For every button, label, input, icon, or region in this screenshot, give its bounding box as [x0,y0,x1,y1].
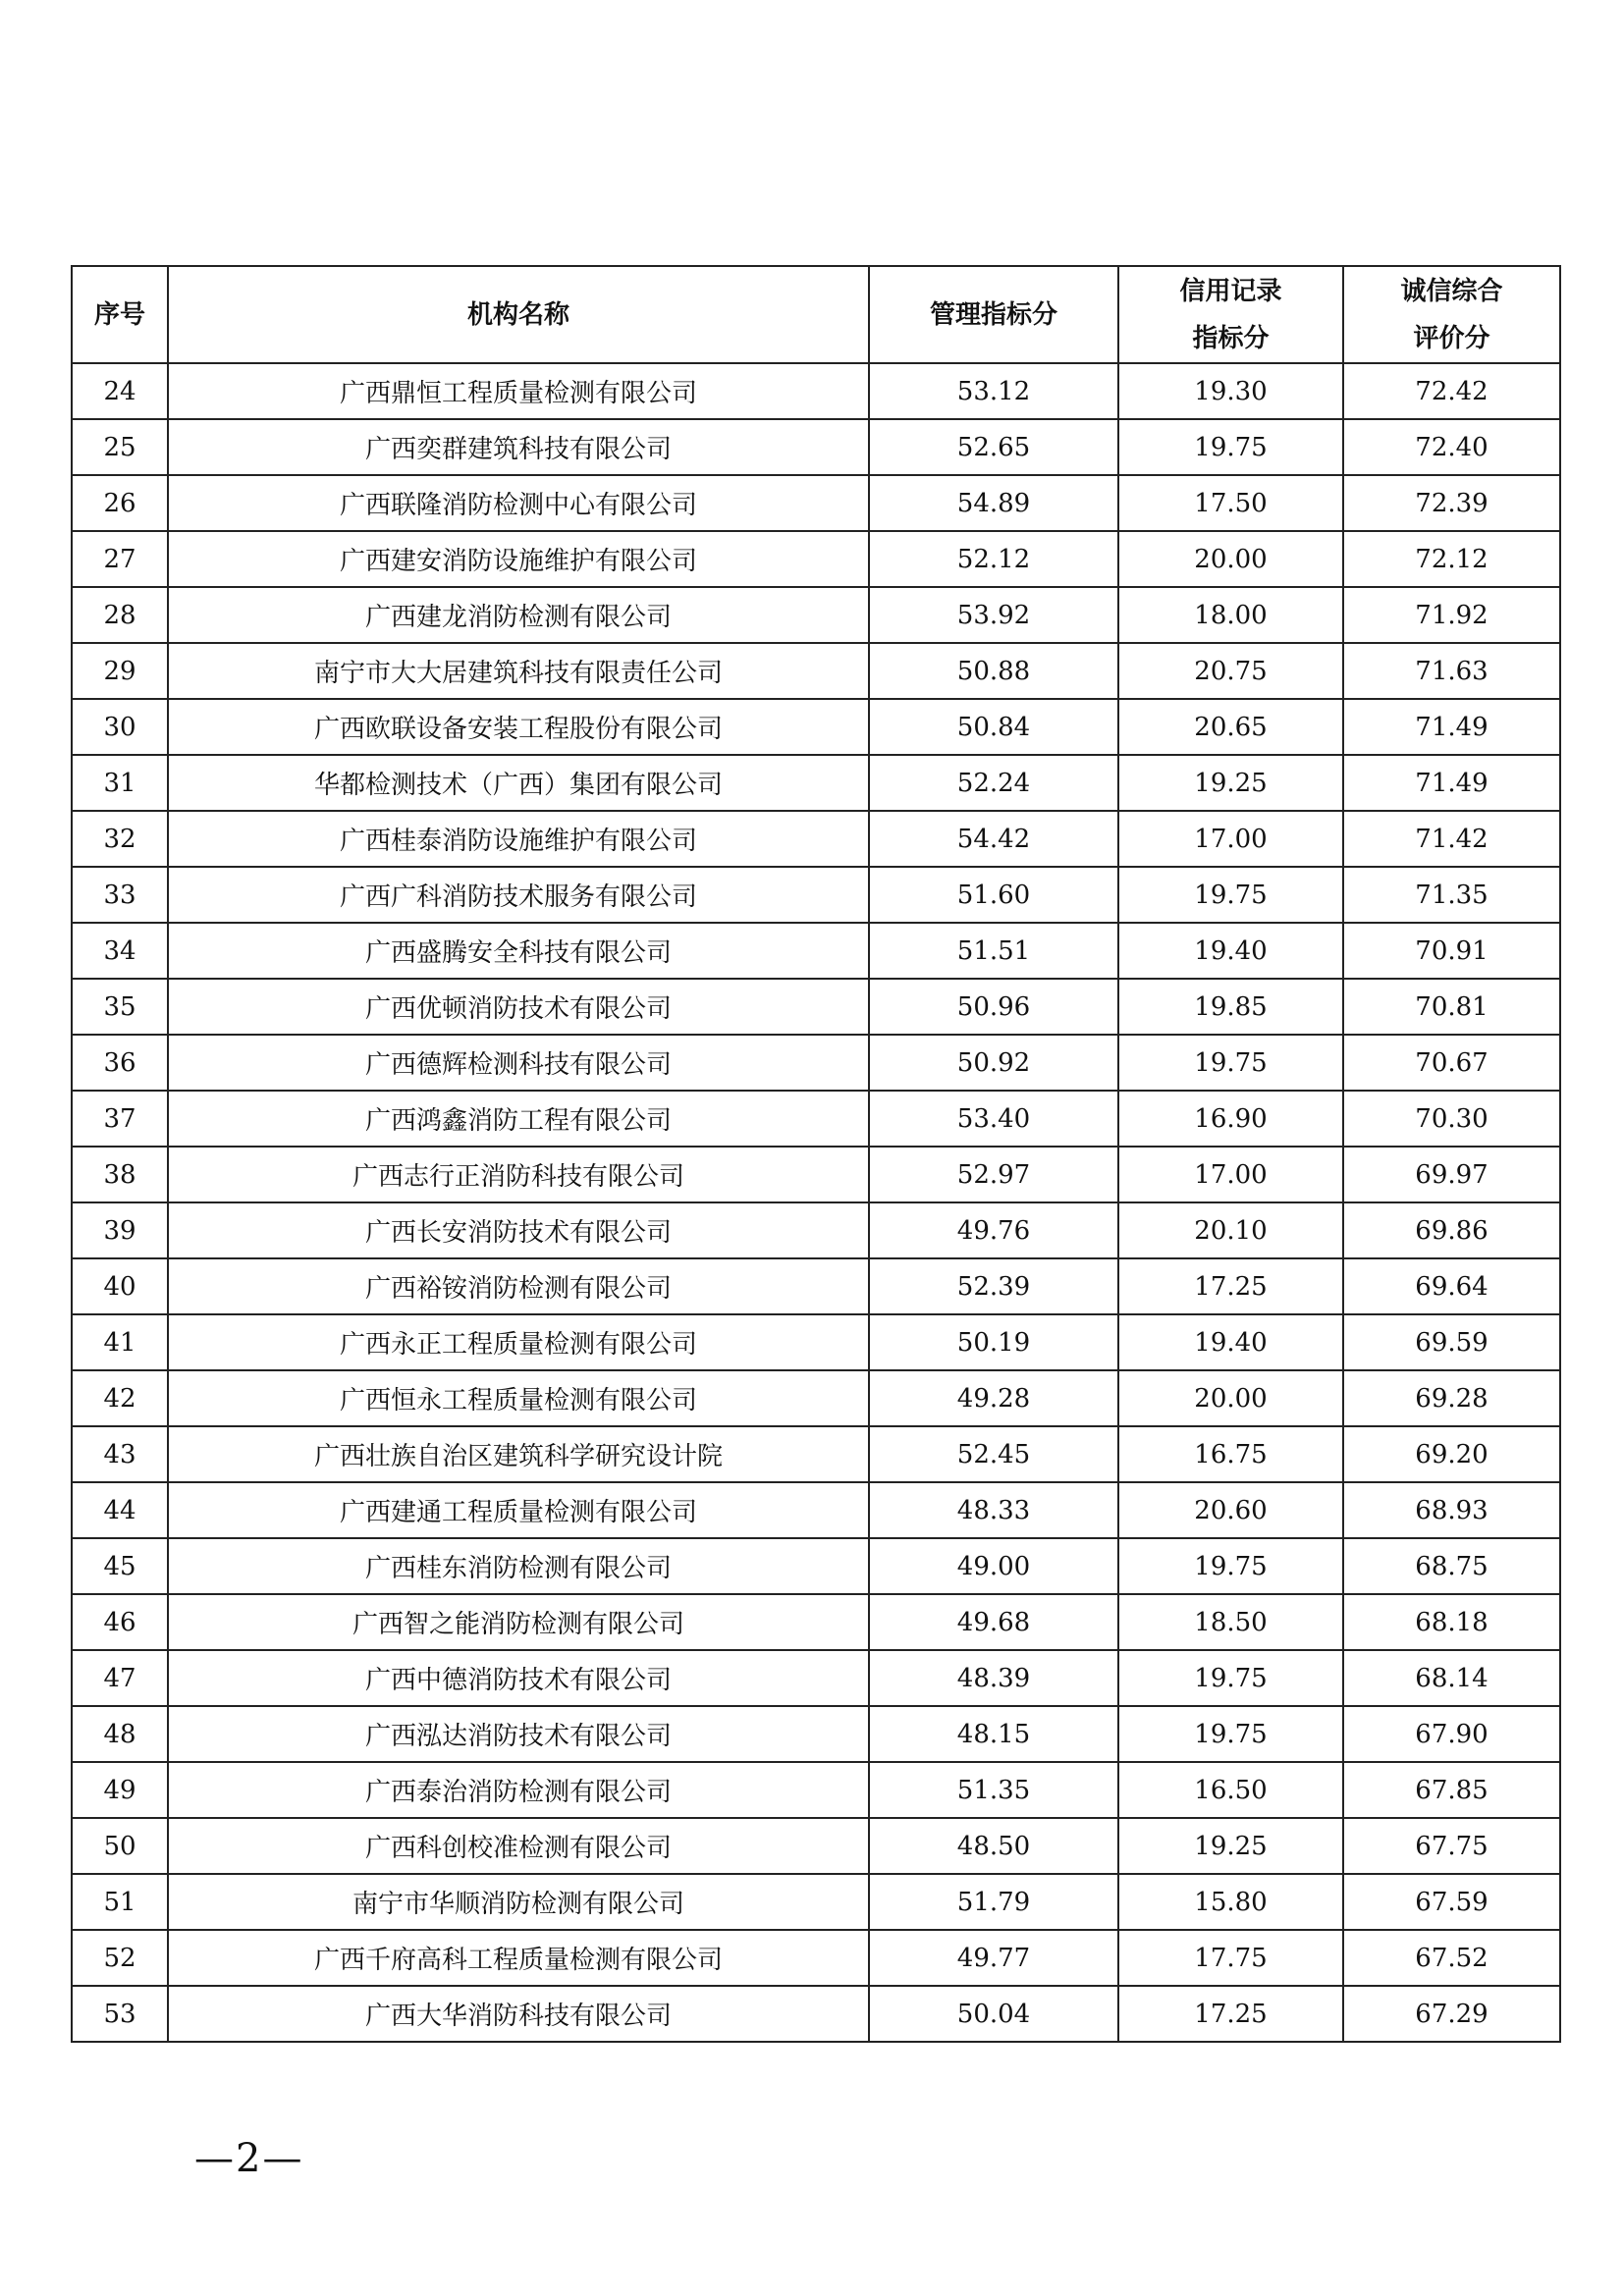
table-row [72,1650,1560,1706]
table-row [72,1818,1560,1874]
cell-credit-record-score: 20.10 [1118,1202,1343,1258]
cell-credit-record-score: 16.90 [1118,1091,1343,1147]
cell-serial-number: 36 [72,1035,168,1091]
cell-management-score: 49.76 [869,1202,1118,1258]
cell-integrity-total-score: 71.49 [1343,755,1560,811]
cell-serial-number: 31 [72,755,168,811]
table-row [72,1147,1560,1202]
cell-serial-number: 27 [72,531,168,587]
header-credit-record-score [1118,266,1343,363]
cell-serial-number: 45 [72,1538,168,1594]
cell-integrity-total-score: 71.63 [1343,643,1560,699]
table-row [72,1202,1560,1258]
cell-institution-name: 广西联隆消防检测中心有限公司 [168,475,869,531]
cell-institution-name: 广西鼎恒工程质量检测有限公司 [168,363,869,419]
cell-integrity-total-score: 71.42 [1343,811,1560,867]
cell-serial-number: 49 [72,1762,168,1818]
cell-serial-number: 25 [72,419,168,475]
cell-serial-number: 35 [72,979,168,1035]
cell-credit-record-score: 20.60 [1118,1482,1343,1538]
cell-management-score: 52.39 [869,1258,1118,1314]
cell-serial-number: 32 [72,811,168,867]
cell-institution-name: 广西建通工程质量检测有限公司 [168,1482,869,1538]
cell-integrity-total-score: 72.39 [1343,475,1560,531]
cell-serial-number: 48 [72,1706,168,1762]
cell-management-score: 50.88 [869,643,1118,699]
cell-serial-number: 50 [72,1818,168,1874]
cell-credit-record-score: 16.75 [1118,1426,1343,1482]
cell-institution-name: 广西裕铵消防检测有限公司 [168,1258,869,1314]
table-header-row [72,266,1560,363]
cell-management-score: 53.12 [869,363,1118,419]
cell-integrity-total-score: 69.28 [1343,1370,1560,1426]
cell-institution-name: 广西广科消防技术服务有限公司 [168,867,869,923]
cell-institution-name: 广西壮族自治区建筑科学研究设计院 [168,1426,869,1482]
page-number: —2— [194,2136,304,2181]
cell-serial-number: 43 [72,1426,168,1482]
table-row [72,1706,1560,1762]
table-row [72,1258,1560,1314]
cell-credit-record-score: 17.00 [1118,811,1343,867]
table-row [72,979,1560,1035]
cell-institution-name: 广西建龙消防检测有限公司 [168,587,869,643]
cell-institution-name: 广西泰治消防检测有限公司 [168,1762,869,1818]
cell-institution-name: 广西建安消防设施维护有限公司 [168,531,869,587]
table-row [72,1426,1560,1482]
cell-integrity-total-score: 67.59 [1343,1874,1560,1930]
header-integrity-total-score [1343,266,1560,363]
header-institution-name-label: 机构名称 [466,299,569,330]
cell-integrity-total-score: 71.35 [1343,867,1560,923]
cell-institution-name: 广西桂泰消防设施维护有限公司 [168,811,869,867]
cell-management-score: 50.92 [869,1035,1118,1091]
cell-credit-record-score: 19.40 [1118,1314,1343,1370]
cell-integrity-total-score: 69.20 [1343,1426,1560,1482]
table-row [72,867,1560,923]
cell-serial-number: 51 [72,1874,168,1930]
cell-management-score: 51.35 [869,1762,1118,1818]
cell-credit-record-score: 16.50 [1118,1762,1343,1818]
cell-integrity-total-score: 72.12 [1343,531,1560,587]
cell-integrity-total-score: 71.49 [1343,699,1560,755]
cell-integrity-total-score: 69.64 [1343,1258,1560,1314]
cell-institution-name: 广西泓达消防技术有限公司 [168,1706,869,1762]
cell-management-score: 51.60 [869,867,1118,923]
cell-institution-name: 广西奕群建筑科技有限公司 [168,419,869,475]
cell-management-score: 54.89 [869,475,1118,531]
cell-integrity-total-score: 68.14 [1343,1650,1560,1706]
cell-institution-name: 广西欧联设备安装工程股份有限公司 [168,699,869,755]
cell-management-score: 48.39 [869,1650,1118,1706]
cell-integrity-total-score: 67.29 [1343,1986,1560,2042]
cell-institution-name: 广西永正工程质量检测有限公司 [168,1314,869,1370]
cell-serial-number: 37 [72,1091,168,1147]
cell-credit-record-score: 17.25 [1118,1986,1343,2042]
cell-credit-record-score: 20.00 [1118,531,1343,587]
cell-management-score: 51.79 [869,1874,1118,1930]
cell-serial-number: 42 [72,1370,168,1426]
cell-institution-name: 广西中德消防技术有限公司 [168,1650,869,1706]
cell-management-score: 50.84 [869,699,1118,755]
cell-integrity-total-score: 70.67 [1343,1035,1560,1091]
cell-integrity-total-score: 71.92 [1343,587,1560,643]
cell-management-score: 49.00 [869,1538,1118,1594]
cell-institution-name: 广西智之能消防检测有限公司 [168,1594,869,1650]
header-credit-record-line2: 指标分 [1192,323,1270,353]
table-row [72,1594,1560,1650]
cell-serial-number: 53 [72,1986,168,2042]
table-row [72,699,1560,755]
cell-serial-number: 29 [72,643,168,699]
cell-credit-record-score: 19.75 [1118,1706,1343,1762]
cell-credit-record-score: 17.25 [1118,1258,1343,1314]
cell-credit-record-score: 17.75 [1118,1930,1343,1986]
cell-institution-name: 广西千府高科工程质量检测有限公司 [168,1930,869,1986]
cell-integrity-total-score: 70.30 [1343,1091,1560,1147]
cell-serial-number: 26 [72,475,168,531]
cell-integrity-total-score: 67.85 [1343,1762,1560,1818]
cell-serial-number: 46 [72,1594,168,1650]
header-management-score [869,266,1118,363]
table-row [72,1930,1560,1986]
cell-serial-number: 24 [72,363,168,419]
cell-integrity-total-score: 67.52 [1343,1930,1560,1986]
header-serial-number-label: 序号 [93,299,145,330]
cell-integrity-total-score: 72.42 [1343,363,1560,419]
table-row [72,811,1560,867]
cell-credit-record-score: 20.75 [1118,643,1343,699]
cell-credit-record-score: 19.30 [1118,363,1343,419]
cell-credit-record-score: 19.40 [1118,923,1343,979]
cell-management-score: 54.42 [869,811,1118,867]
header-institution-name [168,266,869,363]
cell-credit-record-score: 18.50 [1118,1594,1343,1650]
cell-credit-record-score: 19.75 [1118,419,1343,475]
table-row [72,1091,1560,1147]
table-row [72,1986,1560,2042]
cell-institution-name: 广西德辉检测科技有限公司 [168,1035,869,1091]
cell-integrity-total-score: 69.97 [1343,1147,1560,1202]
cell-credit-record-score: 17.00 [1118,1147,1343,1202]
cell-serial-number: 33 [72,867,168,923]
table-row [72,923,1560,979]
cell-management-score: 52.12 [869,531,1118,587]
cell-credit-record-score: 19.75 [1118,867,1343,923]
cell-integrity-total-score: 68.75 [1343,1538,1560,1594]
cell-management-score: 49.68 [869,1594,1118,1650]
cell-credit-record-score: 19.25 [1118,755,1343,811]
cell-management-score: 49.28 [869,1370,1118,1426]
cell-integrity-total-score: 67.75 [1343,1818,1560,1874]
table-row [72,587,1560,643]
cell-management-score: 53.40 [869,1091,1118,1147]
cell-institution-name: 广西科创校准检测有限公司 [168,1818,869,1874]
cell-integrity-total-score: 68.93 [1343,1482,1560,1538]
cell-integrity-total-score: 70.91 [1343,923,1560,979]
cell-serial-number: 34 [72,923,168,979]
table-row [72,531,1560,587]
cell-credit-record-score: 19.75 [1118,1650,1343,1706]
cell-serial-number: 52 [72,1930,168,1986]
cell-credit-record-score: 15.80 [1118,1874,1343,1930]
evaluation-score-table [71,265,1561,2043]
header-integrity-total-line1: 诚信综合 [1400,276,1503,306]
table-row [72,1874,1560,1930]
cell-management-score: 52.24 [869,755,1118,811]
cell-institution-name: 广西桂东消防检测有限公司 [168,1538,869,1594]
cell-integrity-total-score: 69.59 [1343,1314,1560,1370]
cell-credit-record-score: 19.25 [1118,1818,1343,1874]
table-row [72,1370,1560,1426]
table-row [72,643,1560,699]
cell-institution-name: 广西鸿鑫消防工程有限公司 [168,1091,869,1147]
cell-management-score: 49.77 [869,1930,1118,1986]
cell-serial-number: 40 [72,1258,168,1314]
cell-management-score: 53.92 [869,587,1118,643]
table-row [72,1482,1560,1538]
cell-management-score: 48.50 [869,1818,1118,1874]
table-row [72,1538,1560,1594]
cell-management-score: 52.45 [869,1426,1118,1482]
cell-credit-record-score: 20.00 [1118,1370,1343,1426]
cell-institution-name: 广西优顿消防技术有限公司 [168,979,869,1035]
table-row [72,475,1560,531]
table-row [72,1314,1560,1370]
table-body [72,363,1560,2042]
table-row [72,755,1560,811]
cell-credit-record-score: 20.65 [1118,699,1343,755]
cell-management-score: 50.96 [869,979,1118,1035]
cell-management-score: 52.97 [869,1147,1118,1202]
table-row [72,419,1560,475]
cell-management-score: 51.51 [869,923,1118,979]
cell-serial-number: 44 [72,1482,168,1538]
cell-serial-number: 30 [72,699,168,755]
header-credit-record-line1: 信用记录 [1179,276,1282,306]
cell-integrity-total-score: 70.81 [1343,979,1560,1035]
cell-institution-name: 广西恒永工程质量检测有限公司 [168,1370,869,1426]
cell-credit-record-score: 17.50 [1118,475,1343,531]
cell-management-score: 48.15 [869,1706,1118,1762]
cell-management-score: 48.33 [869,1482,1118,1538]
cell-credit-record-score: 18.00 [1118,587,1343,643]
cell-management-score: 50.19 [869,1314,1118,1370]
cell-serial-number: 41 [72,1314,168,1370]
cell-institution-name: 广西长安消防技术有限公司 [168,1202,869,1258]
cell-serial-number: 39 [72,1202,168,1258]
cell-institution-name: 广西盛腾安全科技有限公司 [168,923,869,979]
cell-management-score: 52.65 [869,419,1118,475]
cell-integrity-total-score: 68.18 [1343,1594,1560,1650]
cell-institution-name: 南宁市大大居建筑科技有限责任公司 [168,643,869,699]
header-management-score-label: 管理指标分 [929,299,1057,330]
table-row [72,1035,1560,1091]
table-row [72,363,1560,419]
cell-institution-name: 华都检测技术（广西）集团有限公司 [168,755,869,811]
cell-serial-number: 47 [72,1650,168,1706]
cell-institution-name: 广西志行正消防科技有限公司 [168,1147,869,1202]
cell-institution-name: 广西大华消防科技有限公司 [168,1986,869,2042]
table-row [72,1762,1560,1818]
cell-institution-name: 南宁市华顺消防检测有限公司 [168,1874,869,1930]
cell-integrity-total-score: 69.86 [1343,1202,1560,1258]
cell-serial-number: 28 [72,587,168,643]
cell-credit-record-score: 19.75 [1118,1538,1343,1594]
cell-serial-number: 38 [72,1147,168,1202]
header-integrity-total-line2: 评价分 [1413,323,1490,353]
cell-integrity-total-score: 67.90 [1343,1706,1560,1762]
header-serial-number [72,266,168,363]
cell-management-score: 50.04 [869,1986,1118,2042]
cell-credit-record-score: 19.75 [1118,1035,1343,1091]
cell-credit-record-score: 19.85 [1118,979,1343,1035]
cell-integrity-total-score: 72.40 [1343,419,1560,475]
